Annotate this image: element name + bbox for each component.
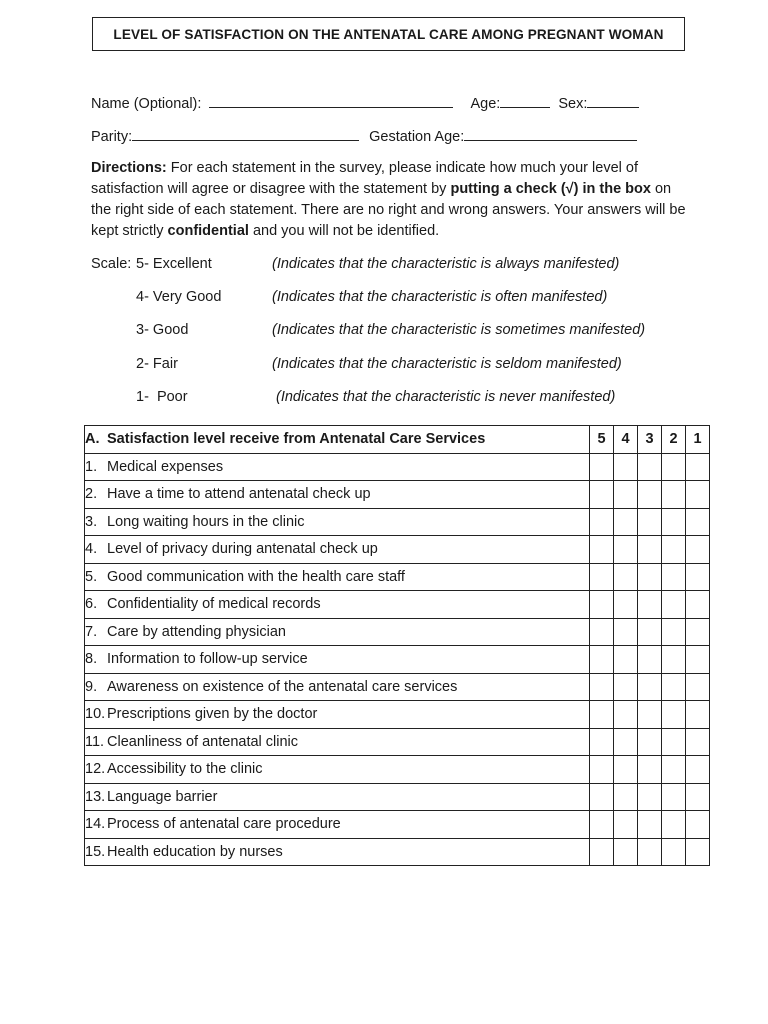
statement-number: 15. [85,843,106,860]
checkbox-cell-5[interactable] [590,838,614,866]
checkbox-cell-3[interactable] [638,481,662,509]
checkbox-cell-1[interactable] [686,591,710,619]
checkbox-cell-1[interactable] [686,453,710,481]
statement-number: 10. [85,706,106,723]
checkbox-cell-5[interactable] [590,811,614,839]
statement-cell [85,756,590,784]
statement-text: Cleanliness of antenatal clinic [107,733,299,750]
statement-cell [85,481,590,509]
statement-cell [85,536,590,564]
table-row [85,811,710,839]
checkbox-cell-3[interactable] [638,838,662,866]
directions-text-1: For each statement in the survey, please indicate how much your level of satisfaction will agree or disagree with the statement by [91,160,638,197]
checkbox-cell-4[interactable] [614,701,638,729]
scale-desc-1: (Indicates that the characteristic is never manifested) [276,389,616,405]
checkbox-cell-2[interactable] [662,811,686,839]
statement-number: 8. [85,651,98,668]
statement-text: Confidentiality of medical records [107,596,321,613]
statement-text: Health education by nurses [107,843,283,860]
statement-number: 7. [85,623,98,640]
checkbox-cell-2[interactable] [662,756,686,784]
checkbox-cell-2[interactable] [662,673,686,701]
statement-text: Language barrier [107,788,218,805]
scale-desc-2: (Indicates that the characteristic is seldom manifested) [272,356,622,372]
document-title [92,17,685,51]
checkbox-cell-4[interactable] [614,508,638,536]
checkbox-cell-4[interactable] [614,838,638,866]
gestation-age-label: Gestation Age: [369,129,465,145]
checkbox-cell-5[interactable] [590,646,614,674]
checkbox-cell-4[interactable] [614,783,638,811]
statement-text: Care by attending physician [107,623,286,640]
directions-text-2: on the right side of each statement. There are no right and wrong answers. Your answers will be kept strictly [91,181,686,239]
statement-cell [85,811,590,839]
parity-label: Parity: [91,129,133,145]
checkbox-cell-4[interactable] [614,646,638,674]
checkbox-cell-1[interactable] [686,536,710,564]
checkbox-cell-3[interactable] [638,563,662,591]
checkbox-cell-1[interactable] [686,673,710,701]
checkbox-cell-3[interactable] [638,453,662,481]
checkbox-cell-3[interactable] [638,811,662,839]
directions-label: Directions: [91,160,167,176]
statement-text: Information to follow-up service [107,651,308,668]
checkbox-cell-5[interactable] [590,673,614,701]
checkbox-cell-3[interactable] [638,728,662,756]
table-row [85,838,710,866]
table-row [85,481,710,509]
scale-level-5: 5- Excellent [136,256,212,272]
checkbox-cell-4[interactable] [614,563,638,591]
checkbox-cell-3[interactable] [638,618,662,646]
statement-number: 4. [85,541,98,558]
statement-text: Have a time to attend antenatal check up [107,486,371,503]
statement-text: Long waiting hours in the clinic [107,513,305,530]
checkbox-cell-3[interactable] [638,701,662,729]
parity-field[interactable] [132,127,359,141]
statement-cell [85,591,590,619]
statement-number: 1. [85,458,98,475]
sex-label: Sex: [558,96,588,112]
checkbox-cell-3[interactable] [638,756,662,784]
checkbox-cell-4[interactable] [614,591,638,619]
checkbox-cell-1[interactable] [686,756,710,784]
statement-text: Prescriptions given by the doctor [107,706,318,723]
checkbox-cell-5[interactable] [590,701,614,729]
table-row [85,618,710,646]
score-header-1: 1 [686,426,710,454]
checkbox-cell-3[interactable] [638,783,662,811]
directions-paragraph [91,158,691,242]
document-title-text: LEVEL OF SATISFACTION ON THE ANTENATAL CARE AMONG PREGNANT WOMAN [113,26,664,42]
statement-cell [85,618,590,646]
scale-level-1: 1- Poor [136,389,188,405]
checkbox-cell-2[interactable] [662,563,686,591]
statement-cell [85,646,590,674]
checkbox-cell-2[interactable] [662,783,686,811]
statement-text: Awareness on existence of the antenatal care services [107,678,458,695]
checkbox-cell-2[interactable] [662,646,686,674]
statement-number: 14. [85,816,106,833]
sex-field[interactable] [587,94,639,108]
checkbox-cell-2[interactable] [662,536,686,564]
checkbox-cell-2[interactable] [662,508,686,536]
table-row [85,783,710,811]
statement-cell [85,508,590,536]
checkbox-cell-1[interactable] [686,618,710,646]
table-row [85,591,710,619]
checkbox-cell-1[interactable] [686,646,710,674]
checkbox-cell-5[interactable] [590,508,614,536]
table-row [85,536,710,564]
scale-label: Scale: [91,256,132,272]
checkbox-cell-4[interactable] [614,728,638,756]
table-row [85,646,710,674]
statement-number: 2. [85,486,98,503]
directions-bold-1: putting a check (√) in the box [450,181,651,197]
checkbox-cell-2[interactable] [662,701,686,729]
section-title: Satisfaction level receive from Antenatal Care Services [107,431,486,448]
checkbox-cell-5[interactable] [590,783,614,811]
checkbox-cell-1[interactable] [686,811,710,839]
table-row [85,728,710,756]
checkbox-cell-2[interactable] [662,453,686,481]
statement-number: 11. [85,733,105,750]
statement-text: Accessibility to the clinic [107,761,263,778]
table-row [85,563,710,591]
checkbox-cell-5[interactable] [590,591,614,619]
satisfaction-table [84,425,710,866]
directions-bold-2: confidential [167,223,249,239]
checkbox-cell-3[interactable] [638,673,662,701]
checkbox-cell-1[interactable] [686,701,710,729]
statement-cell [85,453,590,481]
statement-number: 13. [85,788,106,805]
table-row [85,701,710,729]
table-row [85,508,710,536]
scale-desc-5: (Indicates that the characteristic is always manifested) [272,256,620,272]
checkbox-cell-5[interactable] [590,481,614,509]
scale-level-2: 2- Fair [136,356,178,372]
gestation-age-field[interactable] [464,127,637,141]
statement-number: 6. [85,596,98,613]
score-header-3: 3 [638,426,662,454]
checkbox-cell-5[interactable] [590,618,614,646]
scale-level-4: 4- Very Good [136,289,222,305]
section-label: A. [85,431,100,448]
statement-cell [85,673,590,701]
scale-desc-4: (Indicates that the characteristic is often manifested) [272,289,608,305]
checkbox-cell-3[interactable] [638,591,662,619]
checkbox-cell-3[interactable] [638,646,662,674]
statement-number: 12. [85,761,106,778]
checkbox-cell-1[interactable] [686,728,710,756]
score-header-4: 4 [614,426,638,454]
checkbox-cell-1[interactable] [686,563,710,591]
age-label: Age: [470,96,501,112]
section-header [85,426,590,454]
statement-text: Medical expenses [107,458,224,475]
score-header-2: 2 [662,426,686,454]
table-row [85,453,710,481]
statement-text: Good communication with the health care staff [107,568,405,585]
statement-cell [85,783,590,811]
checkbox-cell-1[interactable] [686,838,710,866]
checkbox-cell-2[interactable] [662,838,686,866]
checkbox-cell-5[interactable] [590,563,614,591]
directions-text-3: and you will not be identified. [248,223,440,239]
name-field[interactable] [209,94,453,108]
checkbox-cell-4[interactable] [614,481,638,509]
scale-desc-3: (Indicates that the characteristic is sometimes manifested) [272,322,646,338]
name-label: Name (Optional): [91,96,202,112]
parity-gestation-row [91,127,637,145]
statement-text: Process of antenatal care procedure [107,816,341,833]
checkbox-cell-5[interactable] [590,536,614,564]
table-row [85,756,710,784]
checkbox-cell-5[interactable] [590,453,614,481]
checkbox-cell-1[interactable] [686,481,710,509]
checkbox-cell-4[interactable] [614,756,638,784]
checkbox-cell-2[interactable] [662,618,686,646]
statement-cell [85,728,590,756]
checkbox-cell-2[interactable] [662,591,686,619]
table-row [85,673,710,701]
statement-text: Level of privacy during antenatal check up [107,541,378,558]
checkbox-cell-3[interactable] [638,508,662,536]
checkbox-cell-4[interactable] [614,811,638,839]
statement-cell [85,701,590,729]
checkbox-cell-1[interactable] [686,508,710,536]
checkbox-cell-5[interactable] [590,728,614,756]
checkbox-cell-5[interactable] [590,756,614,784]
checkbox-cell-4[interactable] [614,453,638,481]
table-header-row [85,426,710,454]
checkbox-cell-2[interactable] [662,481,686,509]
statement-cell [85,838,590,866]
statement-number: 5. [85,568,98,585]
age-field[interactable] [500,94,550,108]
checkbox-cell-2[interactable] [662,728,686,756]
checkbox-cell-3[interactable] [638,536,662,564]
statement-cell [85,563,590,591]
checkbox-cell-4[interactable] [614,536,638,564]
statement-number: 3. [85,513,98,530]
checkbox-cell-4[interactable] [614,673,638,701]
checkbox-cell-1[interactable] [686,783,710,811]
statement-number: 9. [85,678,98,695]
scale-level-3: 3- Good [136,322,189,338]
score-header-5: 5 [590,426,614,454]
checkbox-cell-4[interactable] [614,618,638,646]
name-age-sex-row [91,94,639,112]
